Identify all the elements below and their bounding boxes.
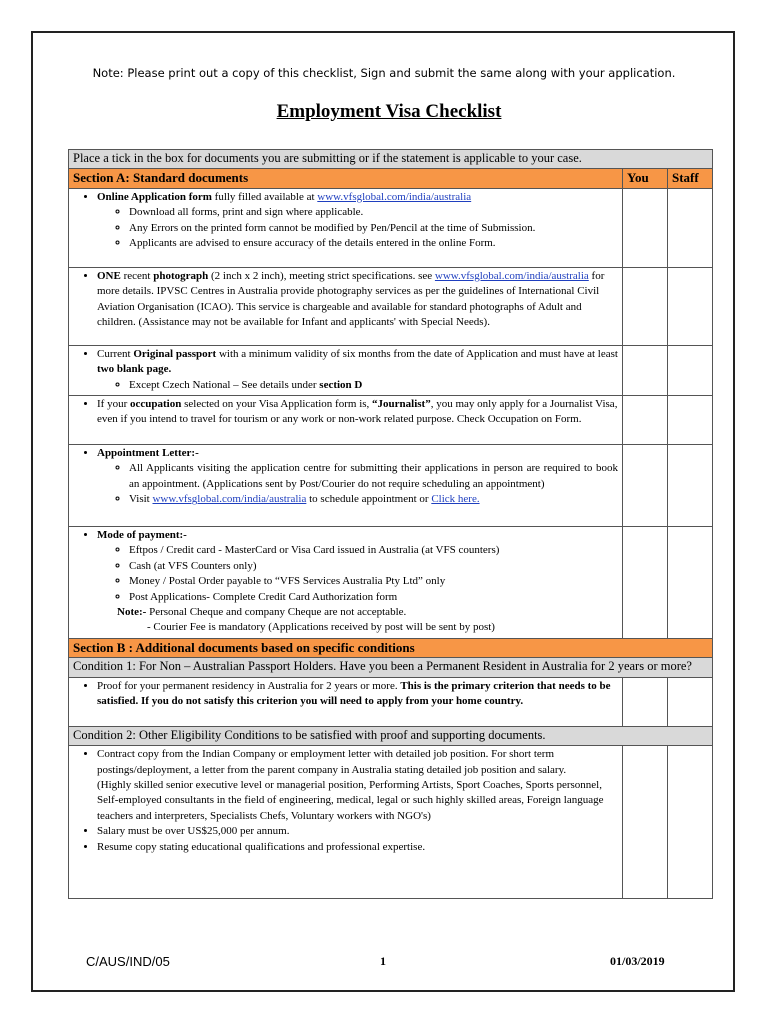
payment-note (97, 605, 618, 620)
item-bold: ONE (97, 269, 121, 282)
item-text: Current (97, 347, 134, 360)
table-row (69, 345, 713, 395)
row-eligibility (69, 746, 623, 899)
item-bold: Online Application form (97, 190, 212, 203)
you-checkbox[interactable] (623, 746, 668, 899)
table-row (69, 188, 713, 267)
you-checkbox[interactable] (623, 445, 668, 527)
item-bold: occupation (130, 398, 182, 411)
item-bold: Appointment Letter:- (97, 447, 199, 460)
item-bold: Note:- (117, 606, 147, 619)
document-code: C/AUS/IND/05 (86, 954, 170, 969)
print-note: Note: Please print out a copy of this checklist, Sign and submit the same along with your application. (92, 66, 676, 80)
condition-2-title: Condition 2: Other Eligibility Conditions to be satisfied with proof and supporting documents. (69, 726, 713, 745)
item-text: to schedule appointment or (306, 493, 432, 506)
row-appointment (69, 445, 623, 527)
list-item (97, 747, 618, 824)
staff-checkbox[interactable] (668, 746, 713, 899)
item-text: (2 inch x 2 inch), meeting strict specifications. see (208, 269, 435, 282)
col-you-header: You (623, 169, 668, 188)
list-item: ◦ Download all forms, print and sign where applicable. (129, 205, 618, 220)
item-bold: Original passport (133, 347, 217, 360)
page-title: Employment Visa Checklist (276, 101, 502, 122)
vfs-link[interactable]: www.vfsglobal.com/india/australia (152, 493, 307, 506)
instruction-text: Place a tick in the box for documents you are submitting or if the statement is applicable to your case. (69, 150, 713, 169)
staff-checkbox[interactable] (668, 345, 713, 395)
staff-checkbox[interactable] (668, 527, 713, 639)
item-bold: This is the primary criterion that needs to be satisfied. If you do not satisfy this criterion you will need to apply from your home country. (97, 679, 611, 708)
table-row (69, 396, 713, 445)
item-text: , you may only apply for a Journalist Visa, even if you intend to travel for tourism or any work or non-work related purpose. Check Occupation on Form. (97, 398, 618, 426)
row-payment (69, 527, 623, 639)
click-here-link[interactable]: Click here. (431, 493, 480, 506)
vfs-link[interactable]: www.vfsglobal.com/india/australia (434, 269, 589, 282)
list-item: ◦ Money / Postal Order payable to “VFS Services Australia Pty Ltd” only (129, 574, 618, 589)
col-staff-header: Staff (668, 169, 713, 188)
item-text: fully filled available at (211, 190, 318, 203)
item-text: Personal Cheque and company Cheque are not acceptable. (146, 606, 407, 619)
you-checkbox[interactable] (623, 267, 668, 345)
instruction-row (69, 150, 713, 169)
item-text: Visit (129, 493, 153, 506)
staff-checkbox[interactable] (668, 396, 713, 445)
list-item (129, 378, 618, 393)
table-row (69, 746, 713, 899)
list-item: ◦ Any Errors on the printed form cannot be modified by Pen/Pencil at the time of Submission. (129, 221, 618, 236)
list-item: ◦ All Applicants visiting the application centre for submitting their applications in person are required to book an appointment. (Applications sent by Post/Courier do not require scheduling an appointment) (129, 461, 618, 492)
page-number: 1 (380, 954, 386, 968)
table-row (69, 267, 713, 345)
staff-checkbox[interactable] (668, 445, 713, 527)
list-item: • Salary must be over US$25,000 per annum. (97, 824, 618, 839)
section-b-header (69, 639, 713, 658)
table-row (69, 677, 713, 726)
item-bold: “Journalist” (372, 398, 431, 411)
staff-checkbox[interactable] (668, 267, 713, 345)
staff-checkbox[interactable] (668, 188, 713, 267)
row-permanent-residency (69, 677, 623, 726)
list-item: • Resume copy stating educational qualifications and professional expertise. (97, 840, 618, 855)
row-online-application (69, 188, 623, 267)
item-text: (Highly skilled senior executive level or managerial position, Performing Artists, Sport Coaches, Sports personnel, Self-employed consultants in the field of engineering, medical, legal or such highly skilled areas, Foreign language teachers and interpreters, Specialists Chefs, Voluntary workers with NGO's) (97, 779, 604, 822)
staff-checkbox[interactable] (668, 677, 713, 726)
document-date: 01/03/2019 (610, 954, 665, 968)
item-text: Except Czech National – See details under (129, 378, 320, 391)
payment-note-2: - Courier Fee is mandatory (Applications received by post will be sent by post) (147, 621, 495, 634)
you-checkbox[interactable] (623, 527, 668, 639)
item-text: recent (120, 269, 154, 282)
you-checkbox[interactable] (623, 396, 668, 445)
item-bold: two blank page. (97, 363, 172, 376)
item-bold: section D (319, 378, 363, 391)
item-text: with a minimum validity of six months from the date of Application and must have at least (216, 347, 618, 360)
table-row (69, 527, 713, 639)
you-checkbox[interactable] (623, 677, 668, 726)
condition-1-title: Condition 1: For Non – Australian Passport Holders. Have you been a Permanent Resident in Australia for 2 years or more? (69, 658, 713, 677)
vfs-link[interactable]: www.vfsglobal.com/india/australia (317, 190, 472, 203)
list-item: ◦ Applicants are advised to ensure accuracy of the details entered in the online Form. (129, 236, 618, 251)
item-bold: Mode of payment:- (97, 529, 187, 542)
item-text: for more details. IPVSC Centres in Australia provide photography services as per the guidelines of International Civil Aviation Organisation (ICAO). This service is chargeable and available for standard photographs of Adult and children. (Assistance may not be available for Infant and applicants' with Special Needs). (97, 269, 605, 329)
section-a-header (69, 169, 713, 188)
you-checkbox[interactable] (623, 188, 668, 267)
list-item: ◦ Cash (at VFS Counters only) (129, 559, 618, 574)
section-b-title: Section B : Additional documents based on specific conditions (69, 639, 713, 658)
row-passport (69, 345, 623, 395)
you-checkbox[interactable] (623, 345, 668, 395)
condition-1-header (69, 658, 713, 677)
list-item: ◦ Post Applications- Complete Credit Card Authorization form (129, 590, 618, 605)
list-item (129, 492, 618, 507)
row-occupation (69, 396, 623, 445)
table-row (69, 445, 713, 527)
item-text: selected on your Visa Application form is, (181, 398, 373, 411)
section-a-title: Section A: Standard documents (69, 169, 623, 188)
item-text: If your (97, 398, 130, 411)
condition-2-header (69, 726, 713, 745)
checklist-table (68, 149, 713, 899)
row-photograph (69, 267, 623, 345)
item-text: Proof for your permanent residency in Australia for 2 years or more. (97, 679, 401, 692)
list-item: ◦ Eftpos / Credit card - MasterCard or Visa Card issued in Australia (at VFS counters) (129, 543, 618, 558)
item-text: Contract copy from the Indian Company or employment letter with detailed job position. For short term postings/deployment, a letter from the parent company in Australia stating detailed job position and salary. (97, 748, 567, 776)
item-bold: photograph (153, 269, 209, 282)
